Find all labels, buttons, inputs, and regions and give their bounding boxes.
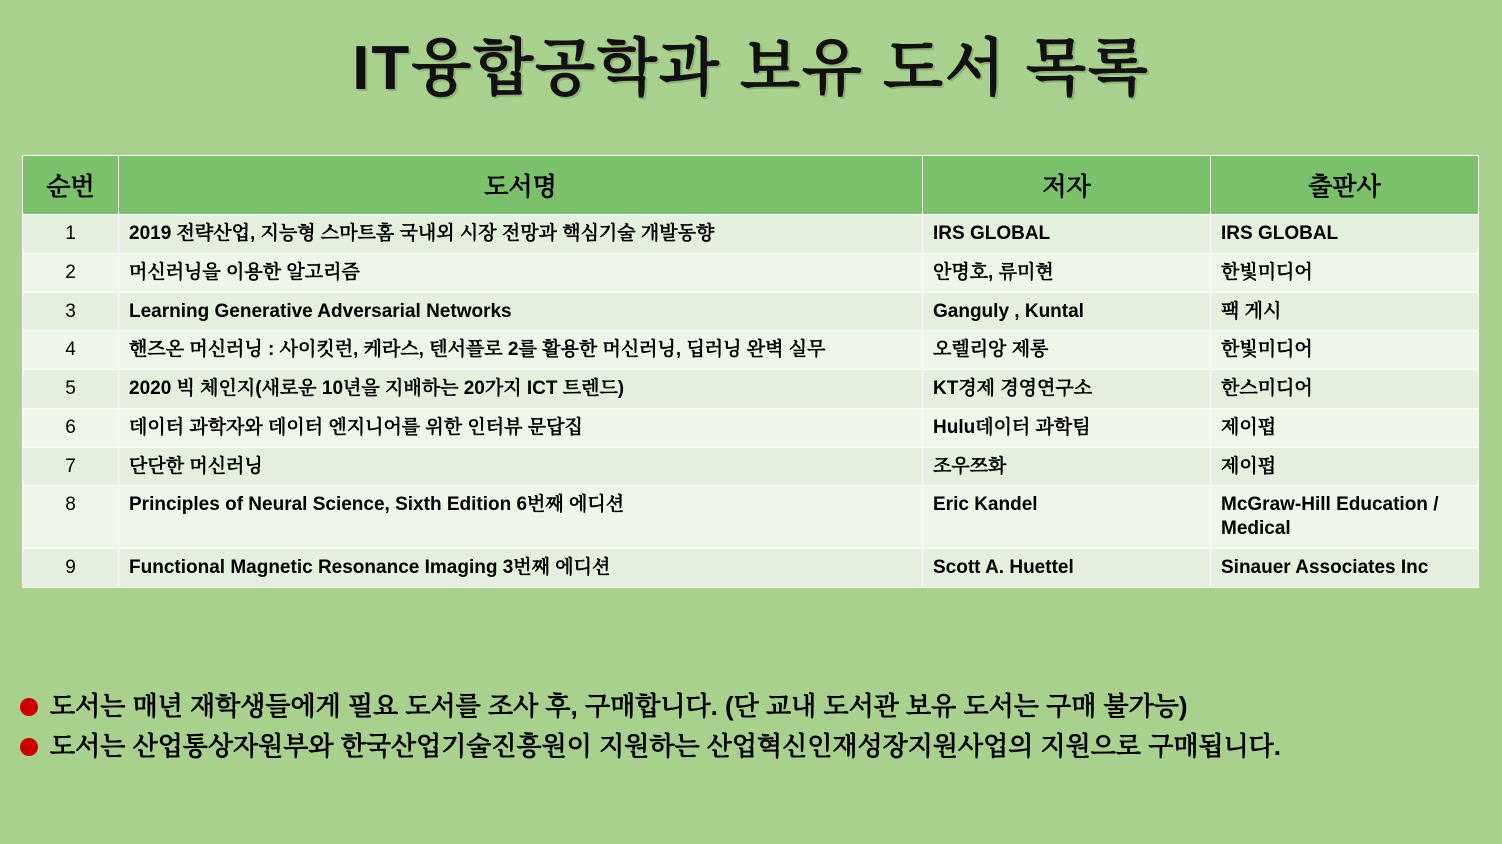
cell-publisher: McGraw-Hill Education / Medical	[1211, 486, 1479, 549]
cell-publisher: Sinauer Associates Inc	[1211, 548, 1479, 587]
cell-title: 2019 전략산업, 지능형 스마트홈 국내외 시장 전망과 핵심기술 개발동향	[119, 215, 923, 254]
cell-author: Ganguly , Kuntal	[923, 292, 1211, 331]
cell-publisher: 한스미디어	[1211, 370, 1479, 409]
book-table-container	[22, 155, 1478, 588]
table-row	[23, 215, 1479, 254]
cell-title: Functional Magnetic Resonance Imaging 3번째 에디션	[119, 548, 923, 587]
cell-title: 2020 빅 체인지(새로운 10년을 지배하는 20가지 ICT 트렌드)	[119, 370, 923, 409]
column-header-publisher: 출판사	[1211, 156, 1479, 215]
cell-no: 8	[23, 486, 119, 549]
cell-no: 7	[23, 447, 119, 486]
note-item	[20, 690, 1480, 724]
cell-author: KT경제 경영연구소	[923, 370, 1211, 409]
bullet-dot-icon	[20, 738, 38, 756]
notes-section	[20, 690, 1480, 770]
cell-author: 안명호, 류미현	[923, 253, 1211, 292]
cell-title: 단단한 머신러닝	[119, 447, 923, 486]
page-title: IT융합공학과 보유 도서 목록	[352, 34, 1150, 103]
table-row	[23, 447, 1479, 486]
note-item	[20, 730, 1480, 764]
note-text: 도서는 산업통상자원부와 한국산업기술진흥원이 지원하는 산업혁신인재성장지원사업의 지원으로 구매됩니다.	[50, 730, 1282, 761]
cell-author: Eric Kandel	[923, 486, 1211, 549]
cell-author: Scott A. Huettel	[923, 548, 1211, 587]
cell-author: 오렐리앙 제롱	[923, 331, 1211, 370]
cell-publisher: 팩 게시	[1211, 292, 1479, 331]
table-body	[23, 215, 1479, 588]
table-row	[23, 370, 1479, 409]
book-table	[22, 155, 1479, 588]
table-header	[23, 156, 1479, 215]
cell-no: 5	[23, 370, 119, 409]
cell-publisher: 한빛미디어	[1211, 253, 1479, 292]
column-header-title: 도서명	[119, 156, 923, 215]
cell-title: 머신러닝을 이용한 알고리즘	[119, 253, 923, 292]
cell-author: 조우쯔화	[923, 447, 1211, 486]
column-header-no: 순번	[23, 156, 119, 215]
table-row	[23, 548, 1479, 587]
note-text: 도서는 매년 재학생들에게 필요 도서를 조사 후, 구매합니다. (단 교내 도서관 보유 도서는 구매 불가능)	[50, 691, 1188, 721]
table-row	[23, 408, 1479, 447]
cell-no: 3	[23, 292, 119, 331]
cell-publisher: 제이펍	[1211, 408, 1479, 447]
table-row	[23, 486, 1479, 549]
cell-author: IRS GLOBAL	[923, 215, 1211, 254]
table-header-row	[23, 156, 1479, 215]
cell-title: Learning Generative Adversarial Networks	[119, 292, 923, 331]
cell-author: Hulu데이터 과학팀	[923, 408, 1211, 447]
column-header-author: 저자	[923, 156, 1211, 215]
cell-publisher: 한빛미디어	[1211, 331, 1479, 370]
cell-no: 9	[23, 548, 119, 587]
cell-no: 1	[23, 215, 119, 254]
table-row	[23, 331, 1479, 370]
cell-no: 4	[23, 331, 119, 370]
table-row	[23, 292, 1479, 331]
cell-title: Principles of Neural Science, Sixth Edition 6번째 에디션	[119, 486, 923, 549]
cell-title: 핸즈온 머신러닝 : 사이킷런, 케라스, 텐서플로 2를 활용한 머신러닝, 딥러닝 완벽 실무	[119, 331, 923, 370]
cell-publisher: 제이펍	[1211, 447, 1479, 486]
cell-title: 데이터 과학자와 데이터 엔지니어를 위한 인터뷰 문답집	[119, 408, 923, 447]
cell-no: 6	[23, 408, 119, 447]
cell-publisher: IRS GLOBAL	[1211, 215, 1479, 254]
bullet-dot-icon	[20, 698, 38, 716]
table-row	[23, 253, 1479, 292]
cell-no: 2	[23, 253, 119, 292]
